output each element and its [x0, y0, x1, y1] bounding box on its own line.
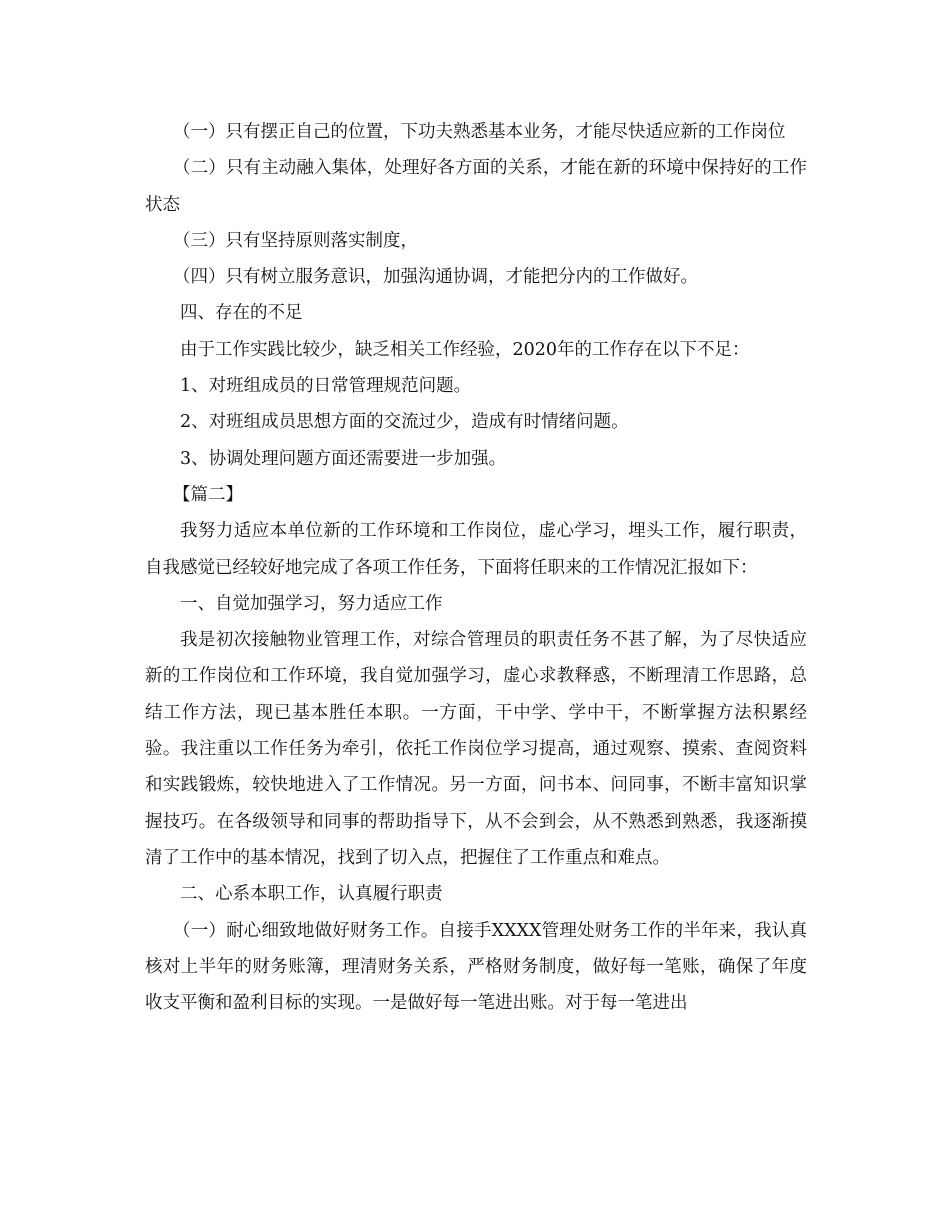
list-item-shortcoming-2: 2、对班组成员思想方面的交流过少，造成有时情绪问题。	[180, 412, 629, 433]
paragraph-shortcomings-intro: 由于工作实践比较少，缺乏相关工作经验，2020年的工作存在以下不足：	[180, 339, 750, 360]
paragraph-point-2: （二）只有主动融入集体，处理好各方面的关系，才能在新的环境中保持好的工作状态	[145, 158, 807, 215]
paragraph-point-1: （一）只有摆正自己的位置，下功夫熟悉基本业务，才能尽快适应新的工作岗位	[173, 122, 786, 142]
paragraph-study: 我是初次接触物业管理工作，对综合管理员的职责任务不甚了解，为了尽快适应新的工作岗位和工作环境，我自觉加强学习，虚心求教释惑，不断理清工作思路，总结工作方法，现已基本胜任本职。一方面，干中学、学中干，不断掌握方法积累经验。我注重以工作任务为牵引，依托工作岗位学习提高，通过观察、摸索、查阅资料和实践锻炼，较快地进入了工作情况。另一方面，问书本、问同事，不断丰富知识掌握技巧。在各级领导和同事的帮助指导下，从不会到会，从不熟悉到熟悉，我逐渐摸清了工作中的基本情况，找到了切入点，把握住了工作重点和难点。	[145, 630, 807, 868]
section-heading-study: 一、自觉加强学习，努力适应工作	[180, 593, 443, 614]
paragraph-finance: （一）耐心细致地做好财务工作。自接手XXXX管理处财务工作的半年来，我认真核对上半年的财务账簿，理清财务关系，严格财务制度，做好每一笔账，确保了年度收支平衡和盈利目标的实现。一是做好每一笔进出账。对于每一笔进出	[145, 920, 807, 1014]
document-body	[145, 114, 807, 1021]
section-heading-shortcomings: 四、存在的不足	[180, 303, 303, 324]
list-item-shortcoming-1: 1、对班组成员的日常管理规范问题。	[180, 376, 472, 397]
paragraph-point-3: （三）只有坚持原则落实制度，	[173, 230, 418, 251]
paragraph-part-two-intro: 我努力适应本单位新的工作环境和工作岗位，虚心学习，埋头工作，履行职责，自我感觉已经较好地完成了各项工作任务，下面将任职来的工作情况汇报如下：	[145, 521, 807, 578]
section-heading-duties: 二、心系本职工作，认真履行职责	[180, 884, 443, 905]
list-item-shortcoming-3: 3、协调处理问题方面还需要进一步加强。	[180, 448, 507, 469]
paragraph-point-4: （四）只有树立服务意识，加强沟通协调，才能把分内的工作做好。	[173, 267, 698, 288]
section-title-part-two: 【篇二】	[173, 484, 243, 505]
